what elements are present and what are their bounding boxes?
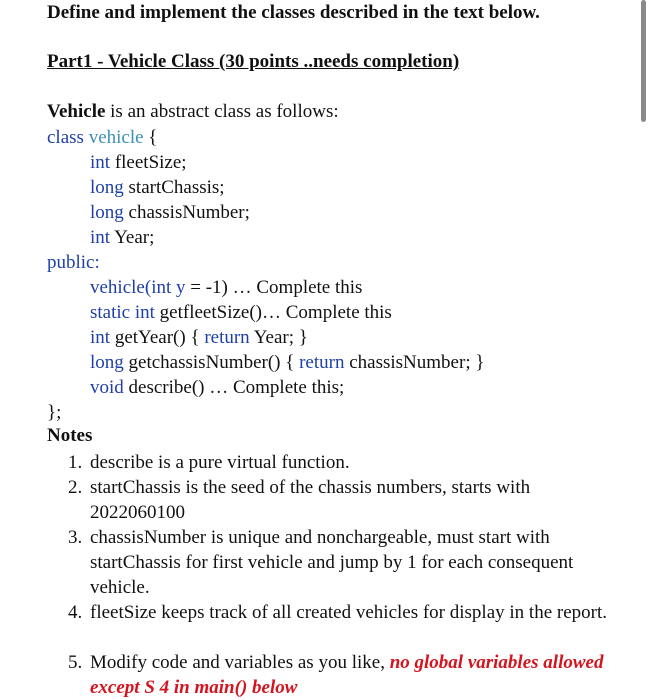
- notes-title: Notes: [47, 425, 93, 446]
- part-title: Part1 - Vehicle Class (30 points ..needs completion): [47, 51, 460, 72]
- code-line-getchassis: [90, 350, 484, 375]
- code-line-getyear: [90, 325, 308, 350]
- list-text: chassisNumber is unique and nonchargeable, must start with startChassis for first vehicle and jump by 1 for each consequent vehicle.: [90, 527, 574, 598]
- code-text: fleetSize;: [110, 152, 187, 173]
- intro-bold: Vehicle: [47, 101, 106, 122]
- list-number: 2.: [68, 477, 83, 498]
- list-number: 4.: [68, 602, 83, 623]
- intro-rest: is an abstract class as follows:: [105, 101, 339, 122]
- keyword: long: [90, 352, 124, 373]
- keyword: int: [151, 277, 172, 298]
- keyword: long: [90, 202, 124, 223]
- code-line-end: };: [47, 402, 62, 423]
- code-text: Year; }: [249, 327, 308, 348]
- code-line-describe: [90, 375, 344, 400]
- list-text: [90, 650, 608, 700]
- list-text: describe is a pure virtual function.: [90, 452, 350, 473]
- list-text: startChassis is the seed of the chassis numbers, starts with 2022060100: [90, 477, 531, 523]
- code-line-static: [90, 300, 392, 325]
- class-name: vehicle: [88, 127, 144, 148]
- keyword: int: [90, 327, 111, 348]
- code-line-member: [90, 175, 225, 200]
- list-text-plain: Modify code and variables as you like,: [90, 652, 390, 673]
- code-line-class: [47, 125, 157, 150]
- code-line-member: [90, 225, 154, 250]
- code-line-member: [90, 150, 187, 175]
- code-text: vehicle(: [90, 277, 152, 298]
- keyword: int: [134, 302, 155, 323]
- page-heading: Define and implement the classes described in the text below.: [47, 2, 540, 23]
- keyword: static: [90, 302, 131, 323]
- keyword: public:: [47, 252, 100, 273]
- keyword: long: [90, 177, 124, 198]
- intro-text: [47, 101, 339, 123]
- keyword: int: [90, 227, 111, 248]
- keyword: class: [47, 127, 84, 148]
- code-text: getchassisNumber() {: [123, 352, 300, 373]
- keyword: void: [90, 377, 124, 398]
- keyword: return: [204, 327, 250, 348]
- code-text: chassisNumber;: [123, 202, 250, 223]
- code-text: y: [171, 277, 186, 298]
- code-line-member: [90, 200, 250, 225]
- code-text: = -1) … Complete this: [185, 277, 363, 298]
- code-line-public: [47, 250, 100, 275]
- code-line-constructor: [90, 275, 362, 300]
- emphasis-text: no global variables allowed except S 4 in main() below: [90, 652, 604, 698]
- code-text: {: [143, 127, 158, 148]
- code-text: getYear() {: [110, 327, 205, 348]
- list-number: 1.: [68, 452, 83, 473]
- list-number: 3.: [68, 527, 83, 548]
- keyword: int: [90, 152, 111, 173]
- code-text: Year;: [110, 227, 155, 248]
- code-text: startChassis;: [123, 177, 225, 198]
- code-text: chassisNumber; }: [344, 352, 485, 373]
- keyword: return: [299, 352, 345, 373]
- code-text: getfleetSize()… Complete this: [154, 302, 392, 323]
- code-text: describe() … Complete this;: [123, 377, 345, 398]
- list-number: 5.: [68, 652, 83, 673]
- scrollbar-thumb[interactable]: [641, 0, 646, 122]
- list-text: fleetSize keeps track of all created vehicles for display in the report.: [90, 602, 607, 623]
